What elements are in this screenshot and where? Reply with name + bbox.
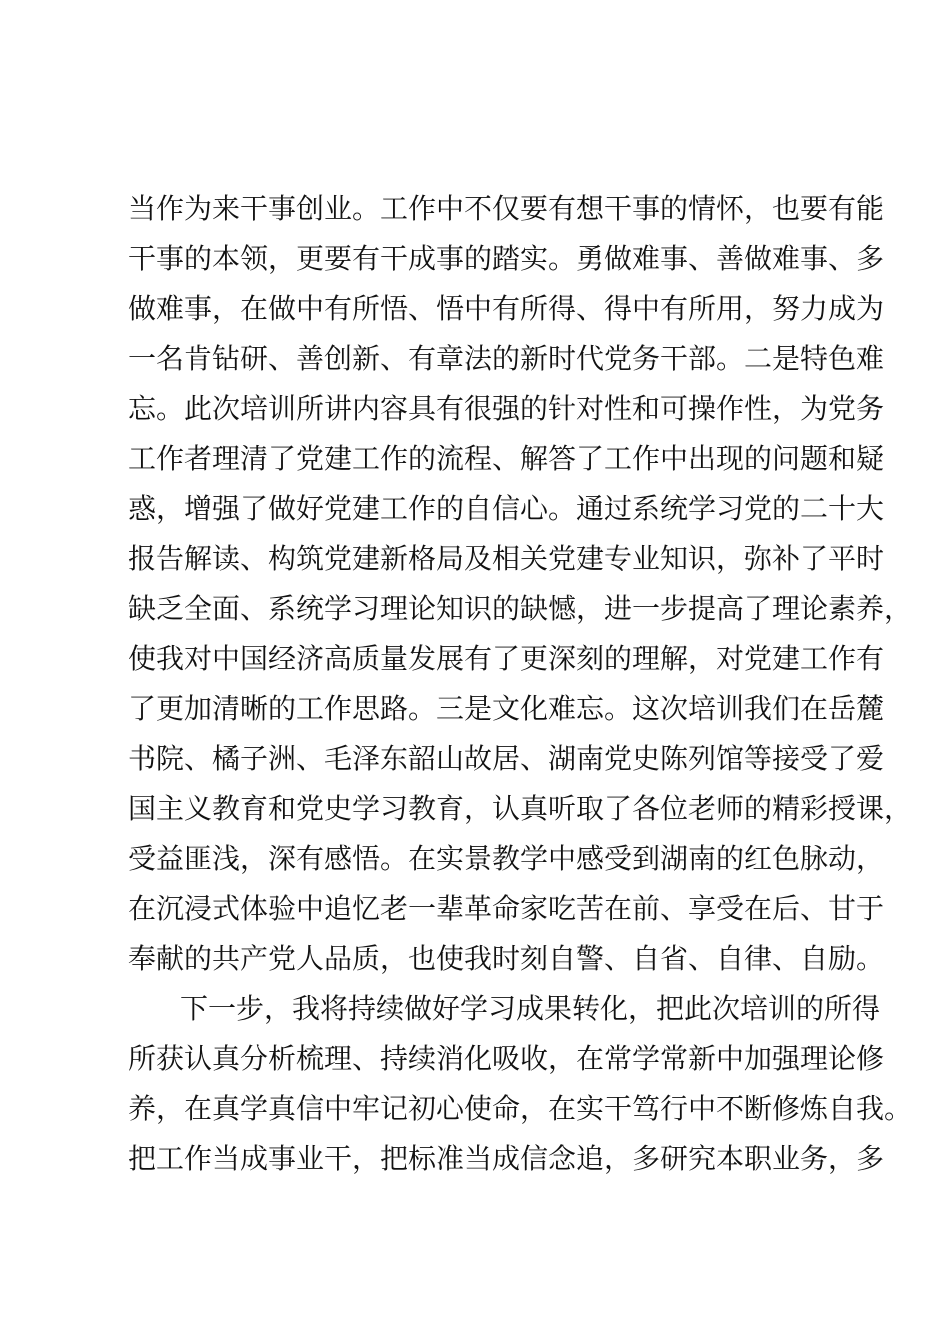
text-line: 奉献的共产党人品质，也使我时刻自警、自省、自律、自励。 xyxy=(128,942,885,975)
text-line: 干事的本领，更要有干成事的踏实。勇做难事、善做难事、多 xyxy=(128,242,885,275)
text-line: 书院、橘子洲、毛泽东韶山故居、湖南党史陈列馆等接受了爱 xyxy=(128,742,885,775)
text-line: 当作为来干事创业。工作中不仅要有想干事的情怀，也要有能 xyxy=(128,192,885,225)
text-line: 受益匪浅，深有感悟。在实景教学中感受到湖南的红色脉动， xyxy=(128,842,885,875)
text-line: 在沉浸式体验中追忆老一辈革命家吃苦在前、享受在后、甘于 xyxy=(128,892,885,925)
text-line: 忘。此次培训所讲内容具有很强的针对性和可操作性，为党务 xyxy=(128,392,885,425)
text-line: 惑，增强了做好党建工作的自信心。通过系统学习党的二十大 xyxy=(128,492,885,525)
text-line: 使我对中国经济高质量发展有了更深刻的理解，对党建工作有 xyxy=(128,642,885,675)
text-line: 所获认真分析梳理、持续消化吸收，在常学常新中加强理论修 xyxy=(128,1042,885,1075)
paragraph-start-line: 下一步，我将持续做好学习成果转化，把此次培训的所得 xyxy=(180,992,881,1025)
text-line: 养，在真学真信中牢记初心使命，在实干笃行中不断修炼自我。 xyxy=(128,1092,913,1125)
body-text xyxy=(128,184,913,1184)
text-line: 做难事，在做中有所悟、悟中有所得、得中有所用，努力成为 xyxy=(128,292,885,325)
text-line: 工作者理清了党建工作的流程、解答了工作中出现的问题和疑 xyxy=(128,442,885,475)
text-line: 把工作当成事业干，把标准当成信念追，多研究本职业务，多 xyxy=(128,1142,885,1175)
text-line: 报告解读、构筑党建新格局及相关党建专业知识，弥补了平时 xyxy=(128,542,885,575)
text-line: 缺乏全面、系统学习理论知识的缺憾，进一步提高了理论素养， xyxy=(128,592,913,625)
text-line: 一名肯钻研、善创新、有章法的新时代党务干部。二是特色难 xyxy=(128,342,885,375)
text-line: 国主义教育和党史学习教育，认真听取了各位老师的精彩授课， xyxy=(128,792,913,825)
text-line: 了更加清晰的工作思路。三是文化难忘。这次培训我们在岳麓 xyxy=(128,692,885,725)
